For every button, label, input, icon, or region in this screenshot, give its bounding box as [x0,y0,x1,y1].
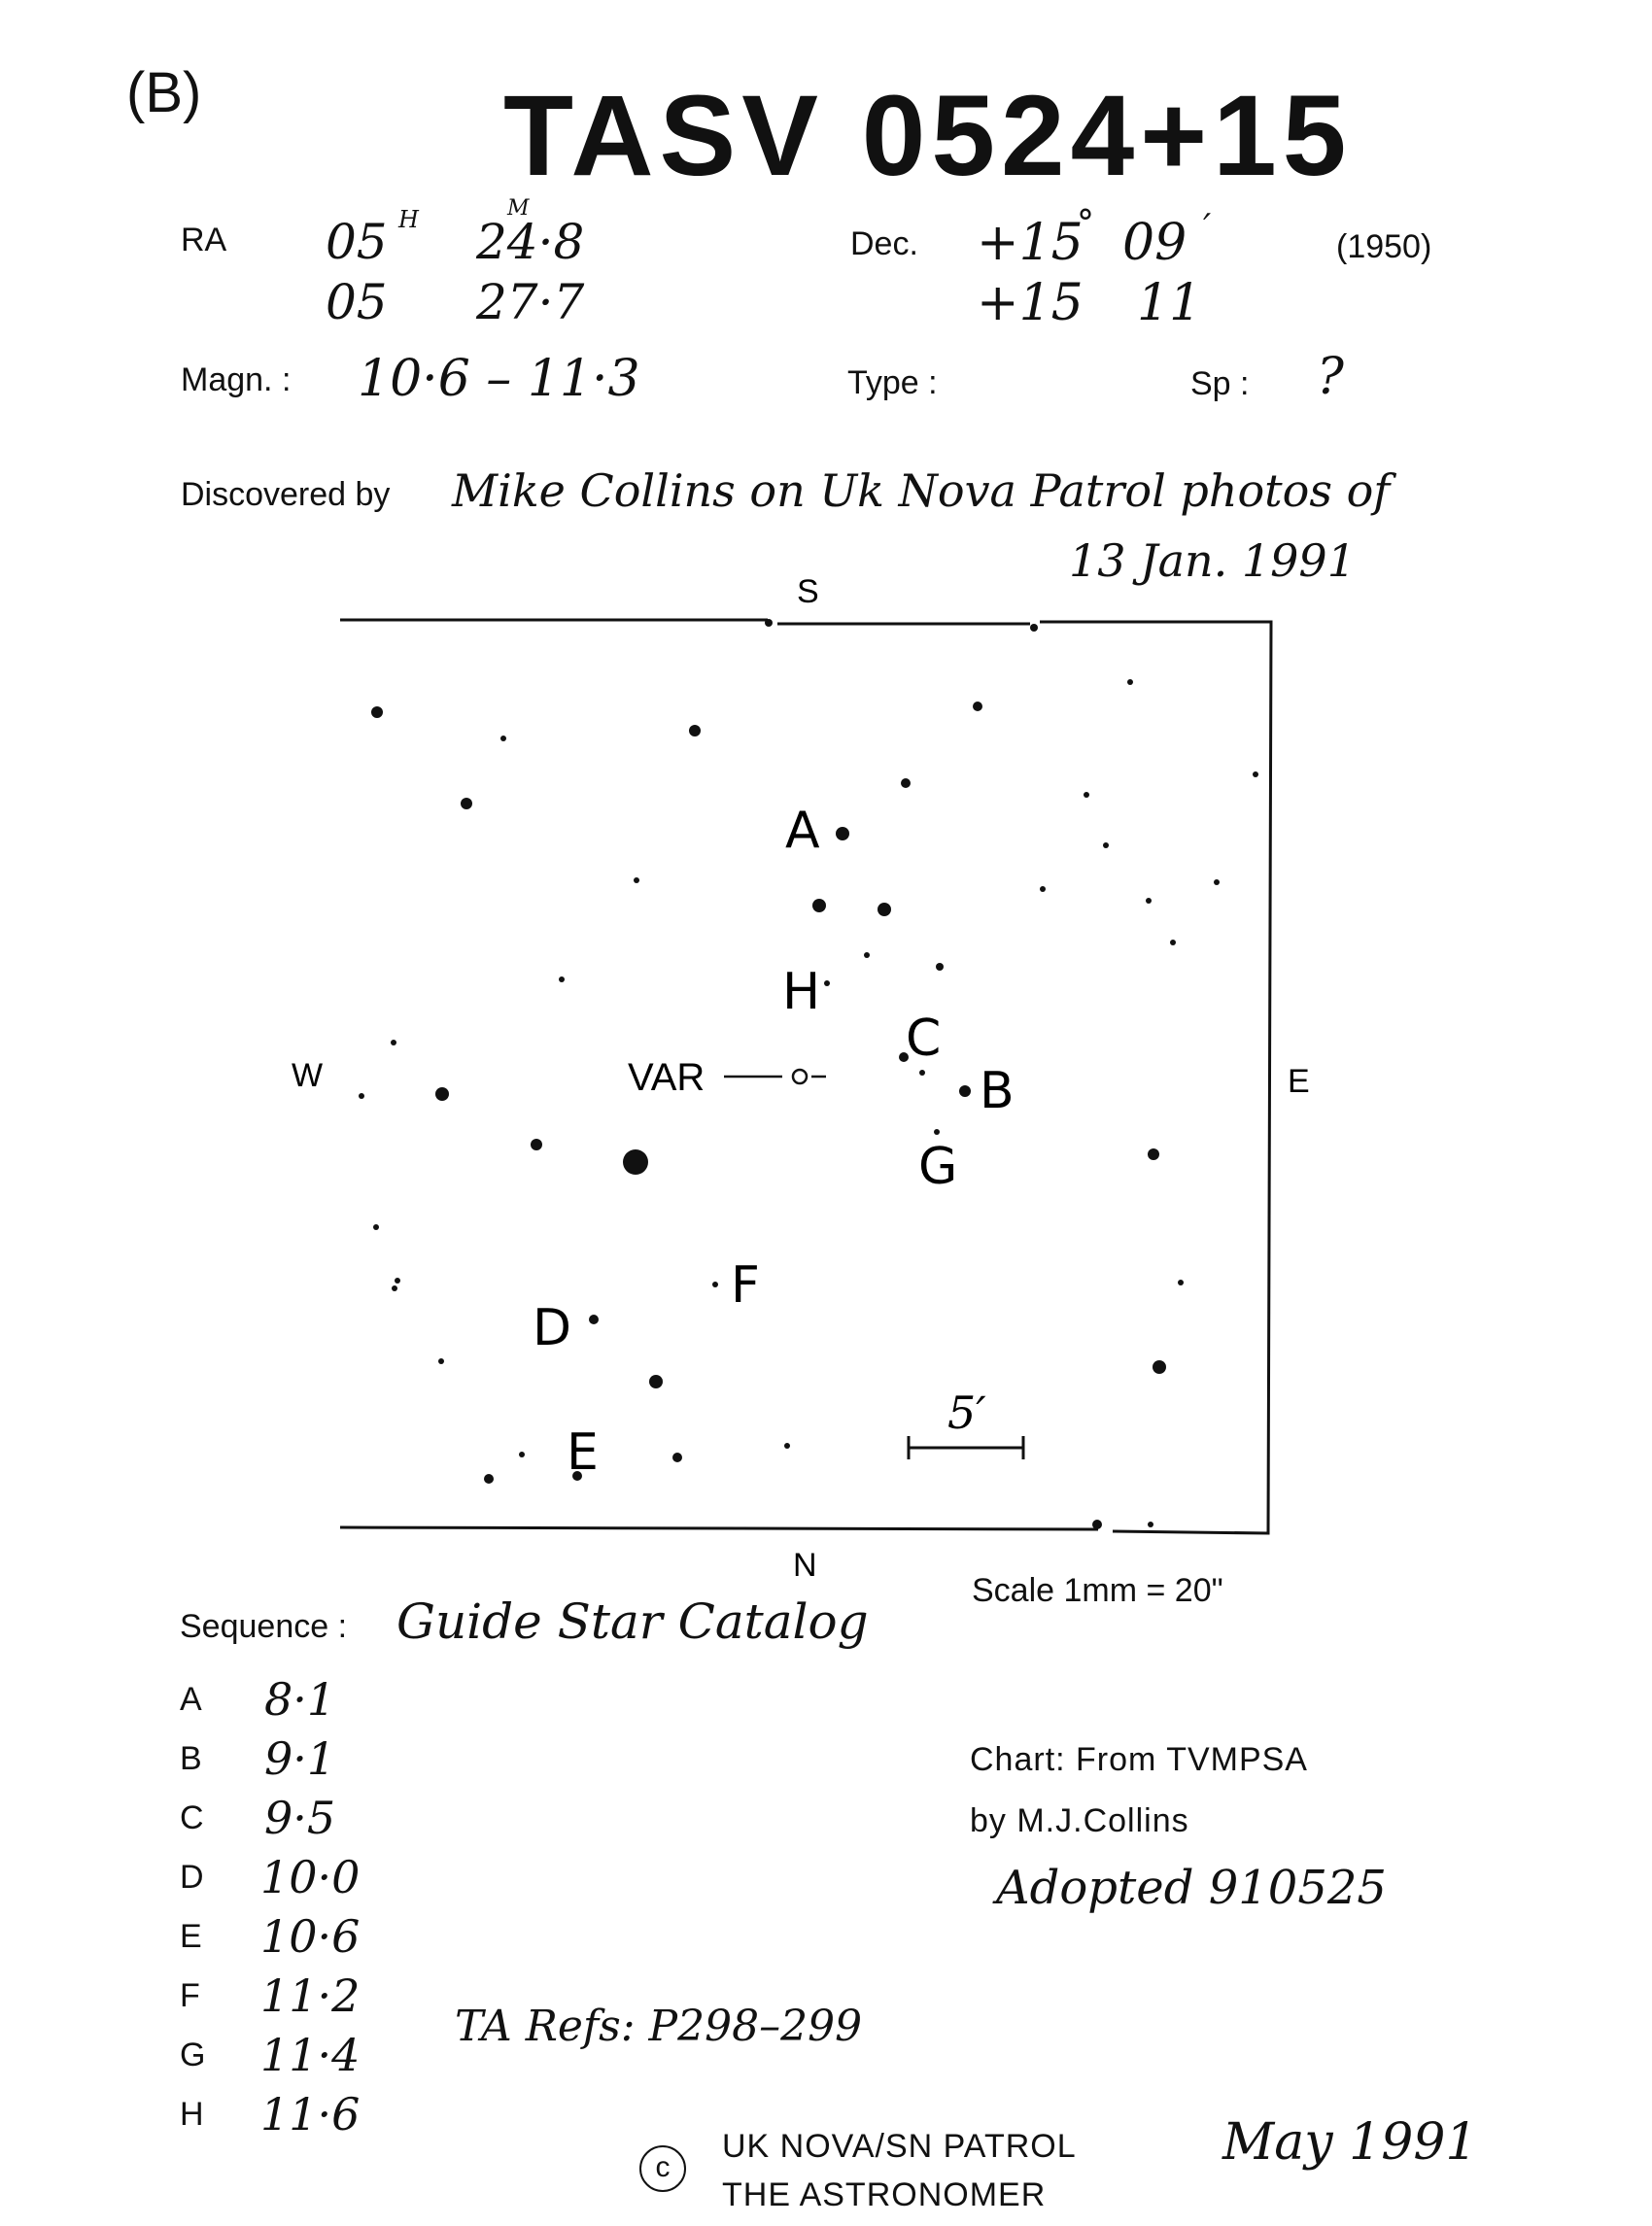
dec-row-1-minute-unit: ′ [1203,208,1212,248]
star-label-f: F [731,1256,760,1315]
field-star [1127,679,1133,685]
chart-date: May 1991 [1222,2113,1478,2172]
copyright-symbol: c [655,2151,671,2183]
field-star [878,903,891,916]
variable-star-marker [793,1070,807,1083]
star-label-e: E [567,1423,599,1482]
field-stars [359,619,1258,1529]
field-star [623,1149,648,1175]
type-label: Type : [847,364,938,401]
star-label-d: D [533,1299,572,1357]
field-star [934,1129,940,1135]
field-star [919,1070,925,1076]
epoch: (1950) [1336,228,1432,265]
field-star [712,1282,718,1287]
field-star [936,963,944,971]
ta-refs: TA Refs: P298–299 [455,2002,863,2051]
scale-text: Scale 1mm = 20" [972,1572,1223,1609]
field-star [959,1085,971,1097]
field-star [484,1474,494,1484]
field-star [1148,1522,1153,1527]
field-star [559,976,565,982]
page-title: TASV 0524+15 [503,72,1353,200]
star-label-g: G [918,1138,958,1196]
field-star [784,1443,790,1449]
magnitude-label: Magn. : [181,361,292,398]
field-star [689,725,701,736]
star-label-h: H [782,963,821,1021]
sequence-row-magnitude: 9·1 [264,1732,336,1785]
field-star [500,736,506,741]
chart-labels [292,573,1310,1584]
dec-row-2-minutes: 11 [1137,274,1202,332]
field-star [672,1453,682,1462]
sequence-row-letter: B [180,1740,202,1777]
dec-row-1-degree-unit: ° [1077,204,1094,244]
dec-row-2-degrees: +15 [977,274,1084,332]
compass-south: S [797,573,819,610]
field-star [391,1040,396,1045]
field-star [1178,1280,1184,1285]
sequence-row-letter: F [180,1977,200,2014]
field-star [519,1452,525,1457]
field-star [392,1285,397,1291]
sequence-row-magnitude: 10·0 [260,1851,361,1903]
field-star [824,980,830,986]
ra-row-2-minutes: 27·7 [476,274,585,330]
organization-line1: UK NOVA/SN PATROL [722,2128,1077,2165]
sequence-source: Guide Star Catalog [396,1593,869,1650]
sequence-row-letter: A [180,1681,202,1718]
field-star [531,1139,542,1150]
field-star [765,619,773,627]
field-star [373,1224,379,1230]
field-star [435,1087,449,1101]
compass-west: W [292,1057,324,1094]
field-star [1214,879,1220,885]
ra-row-2-hours: 05 [326,274,388,330]
discovery-label: Discovered by [181,476,391,513]
field-star [1153,1360,1166,1374]
sequence-row-magnitude: 11·6 [260,2088,361,2140]
field-star [864,952,870,958]
panel-label: (B) [126,61,202,124]
sequence-row-letter: G [180,2037,206,2073]
magnitude-range: 10·6 – 11·3 [358,350,640,408]
field-star [634,877,639,883]
chart-source-line2: by M.J.Collins [970,1802,1189,1839]
copyright-icon [639,2145,686,2192]
field-star [589,1315,599,1324]
sequence-row-magnitude: 11·2 [260,1969,361,2022]
organization-line2: THE ASTRONOMER [722,2176,1047,2213]
sequence-row-letter: C [180,1799,204,1836]
scale-bar-label: 5′ [947,1387,986,1439]
spectral-value: ? [1317,348,1344,406]
sequence-row-letter: H [180,2096,204,2133]
star-label-a: A [785,802,820,860]
field-star [1103,842,1109,848]
field-star [1146,898,1152,904]
discovery-text-line2: 13 Jan. 1991 [1069,534,1356,587]
ra-row-1-hours-unit: H [398,206,419,233]
field-star [1148,1148,1159,1160]
field-star [649,1375,663,1388]
ra-row-1-minutes-unit: M [507,196,530,221]
dec-row-1-degrees: +15 [977,214,1084,272]
compass-east: E [1288,1063,1310,1100]
sequence-row-magnitude: 11·4 [260,2029,361,2081]
variable-label: VAR [628,1056,706,1099]
field-star [1084,792,1089,798]
spectral-label: Sp : [1190,365,1250,402]
star-label-c: C [906,1010,942,1068]
field-star [836,827,849,840]
sequence-row-letter: D [180,1859,204,1896]
star-label-b: B [980,1062,1015,1120]
sequence-row-magnitude: 9·5 [264,1792,336,1844]
adopted-note: Adopted 910525 [996,1861,1387,1915]
field-star [1030,624,1038,632]
compass-north: N [793,1547,817,1584]
field-star [461,798,472,809]
sequence-row-letter: E [180,1918,202,1955]
field-star [1092,1520,1102,1529]
sequence-label: Sequence : [180,1608,348,1645]
field-star [359,1093,364,1099]
field-star [371,706,383,718]
chart-source-line1: Chart: From TVMPSA [970,1741,1308,1778]
dec-row-1-minutes: 09 [1122,214,1187,272]
field-star [1253,771,1258,777]
field-star [395,1278,400,1284]
field-star [901,778,911,788]
ra-row-1-hours: 05 [326,214,388,270]
field-star [973,702,982,711]
field-star [1040,886,1046,892]
field-star [812,899,826,912]
ra-row-1-minutes: 24·8 [476,214,585,270]
field-star [438,1358,444,1364]
ra-label: RA [181,222,227,258]
discovery-text-line1: Mike Collins on Uk Nova Patrol photos of [452,464,1391,517]
sequence-row-magnitude: 8·1 [264,1673,336,1726]
dec-label: Dec. [850,225,918,262]
sequence-row-magnitude: 10·6 [260,1910,361,1963]
field-star [1170,940,1176,945]
